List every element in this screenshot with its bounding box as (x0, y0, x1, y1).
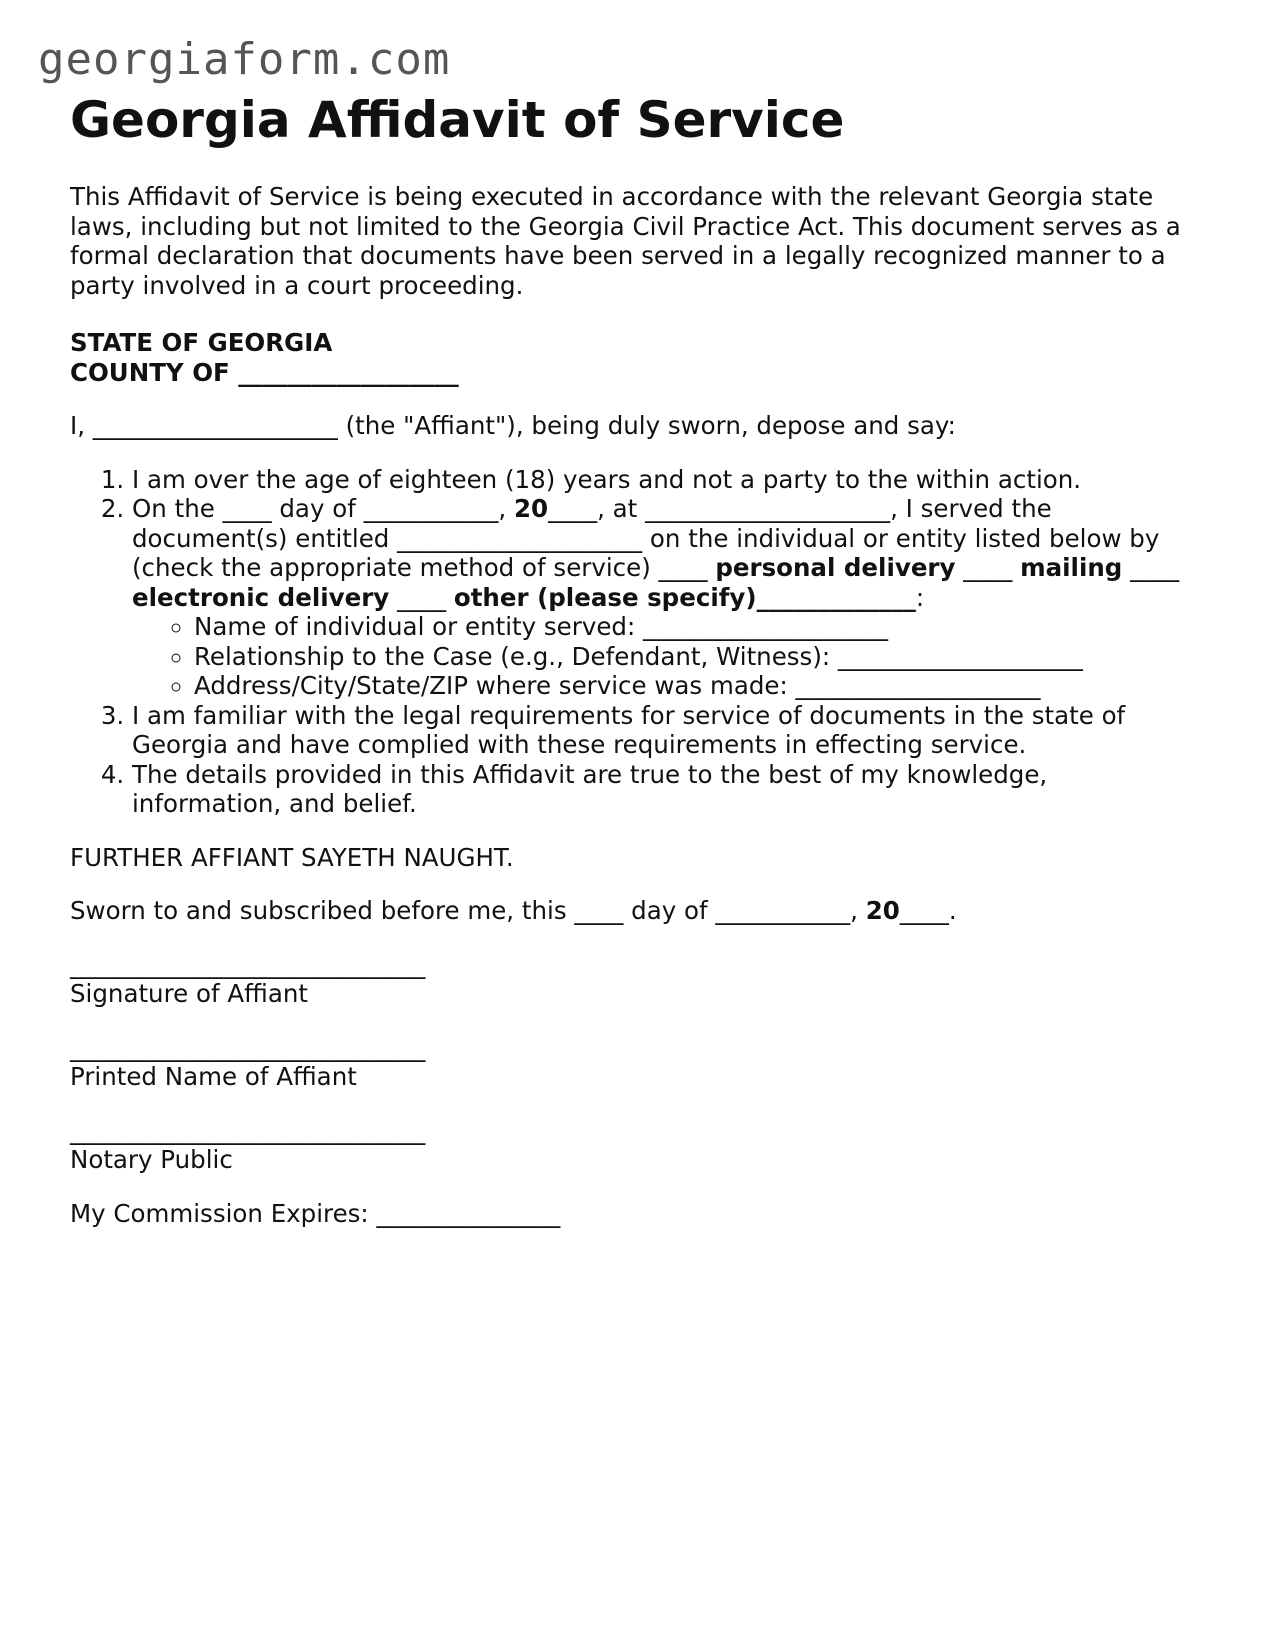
sworn-year-prefix: 20 (865, 896, 900, 925)
method-blank-c: ____ (397, 582, 447, 612)
notary-label: Notary Public (70, 1145, 233, 1174)
served-party-relationship: ◦ Relationship to the Case (e.g., Defendant, Witness): ____________________ (194, 642, 1200, 672)
service-address: ◦ Address/City/State/ZIP where service was made: ____________________ (194, 671, 1200, 701)
method-blank-a: ____ (963, 553, 1013, 582)
notary-signature-line: _____________________________ (70, 1115, 426, 1145)
item-2-text-2: ____, at ____________________, I served the document(s) entitled ____________________ on the individual or entity listed below by (check the appropriate method of service) ____ (132, 494, 1160, 582)
commission-expires: My Commission Expires: _______________ (70, 1198, 561, 1228)
item-1: 1. I am over the age of eighteen (18) years and not a party to the within action. (132, 465, 1200, 495)
item-2-year-prefix: 20 (513, 494, 549, 523)
further-affiant: FURTHER AFFIANT SAYETH NAUGHT. (70, 842, 514, 872)
item-2 (132, 494, 1200, 701)
affiant-name-label: Printed Name of Affiant (70, 1062, 357, 1091)
method-other: other (please specify)_____________ (453, 582, 916, 612)
item-4: 4. The details provided in this Affidavit are true to the best of my knowledge, information, and belief. (132, 760, 1200, 819)
affiant-signature-label: Signature of Affiant (70, 979, 308, 1008)
method-mailing: mailing (1020, 553, 1123, 582)
state-line: STATE OF GEORGIA (70, 328, 333, 357)
affiant-signature-line: _____________________________ (70, 949, 426, 979)
item-2-tail: : (915, 582, 925, 612)
signature-block (70, 950, 1200, 1175)
item-2-text-1: On the ____ day of ___________, (132, 494, 507, 523)
venue-block (70, 328, 1200, 387)
item-3: 3. I am familiar with the legal requirements for service of documents in the state of Georgia and have complied with these requirements in effecting service. (132, 701, 1200, 760)
sworn-statement (70, 896, 1200, 926)
method-personal-delivery: personal delivery (715, 553, 956, 582)
intro-paragraph: This Affidavit of Service is being executed in accordance with the relevant Georgia state laws, including but not limited to the Georgia Civil Practice Act. This document serves as a formal declaration that documents have been served in a legally recognized manner to a party involved in a court proceeding. (70, 182, 1181, 300)
document-body (70, 90, 1200, 1228)
served-party-name: ◦ Name of individual or entity served: ____________________ (194, 612, 1200, 642)
affiant-statement: I, ____________________ (the "Affiant"), being duly sworn, depose and say: (70, 411, 956, 440)
method-electronic-delivery: electronic delivery (132, 582, 390, 612)
sworn-text-1: Sworn to and subscribed before me, this ____ day of ___________, (70, 896, 858, 925)
service-details-list (132, 612, 1200, 701)
affidavit-items (70, 465, 1200, 819)
page-title: Georgia Affidavit of Service (70, 91, 845, 149)
county-line: COUNTY OF __________________ (70, 357, 459, 387)
watermark: georgiaform.com (38, 34, 451, 85)
method-blank-b: ____ (1130, 553, 1180, 582)
affiant-name-line: _____________________________ (70, 1032, 426, 1062)
sworn-text-2: ____. (899, 896, 957, 925)
